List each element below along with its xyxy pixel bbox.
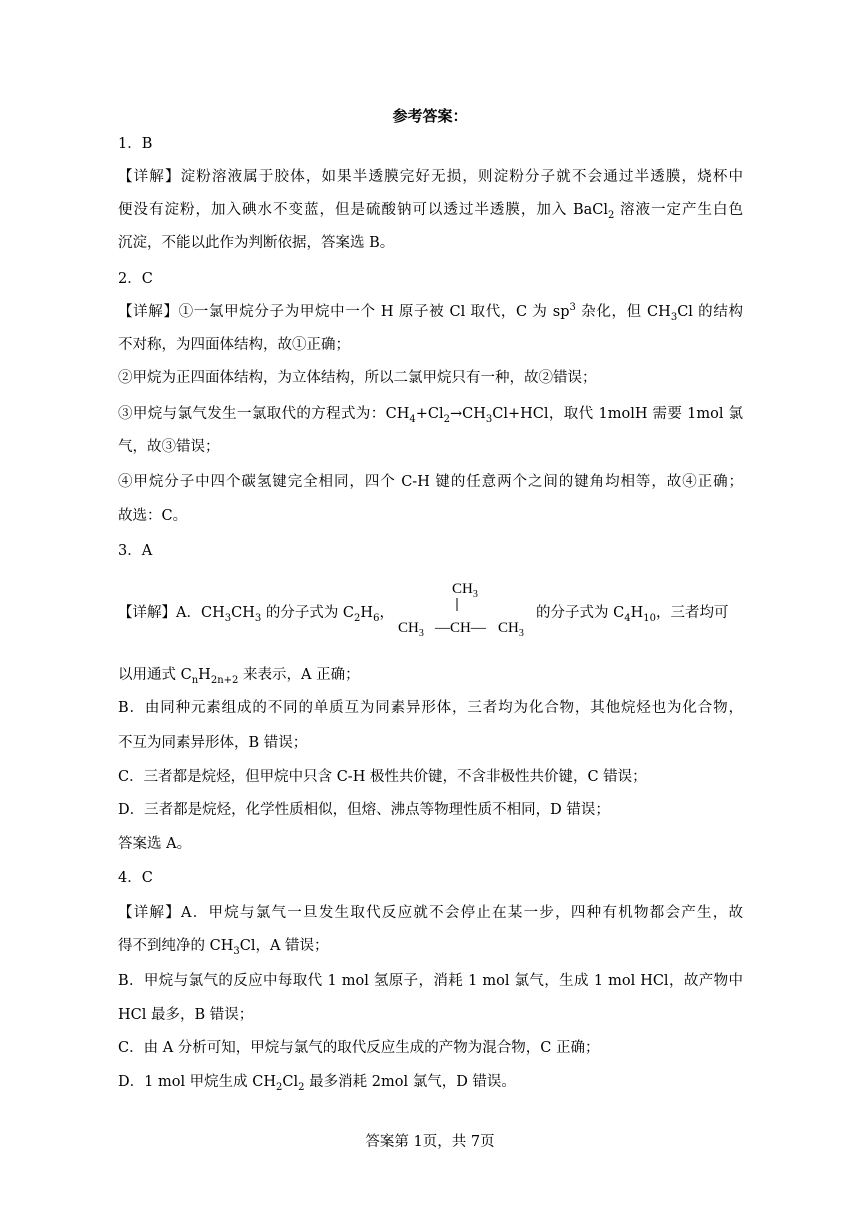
- q3-explain-line-5: C．三者都是烷烃，但甲烷中只含 C-H 极性共价键，不含非极性共价键，C 错误；: [118, 769, 647, 785]
- q2-explain-line-4: ③甲烷与氯气发生一氯取代的方程式为：$CH_4+Cl_2\to CH_3Cl+HCl$，取代 1molH 需要 1mol 氯: [118, 406, 743, 425]
- q1-explain-line-3: 沉淀，不能以此作为判断依据，答案选 B。: [118, 235, 395, 251]
- q2-explain-line-3: ②甲烷为正四面体结构，为立体结构，所以二氯甲烷只有一种，故②错误；: [118, 370, 597, 386]
- q4-explain-line-4: HCl 最多，B 错误；: [118, 1007, 254, 1023]
- mol-middle-ch: —CH—: [435, 620, 486, 636]
- isobutane-structure: [395, 574, 535, 640]
- q2-answer: 2．C: [118, 271, 153, 287]
- mol-bottom-left-ch3: $CH_3$: [398, 620, 424, 639]
- q4-explain-line-3: B．甲烷与氯气的反应中每取代 1 mol 氢原子，消耗 1 mol 氯气，生成 1 mol HCl，故产物中: [118, 973, 743, 989]
- q3-explain-line-2: 以用通式 $C_nH_{2n+2}$ 来表示，A 正确；: [118, 667, 360, 686]
- page-title: 参考答案：: [392, 107, 468, 125]
- q1-answer: 1．B: [118, 136, 153, 152]
- q3-explain-line-1b: 的分子式为 $C_4H_{10}$，三者均可: [536, 605, 729, 624]
- q3-explain-line-1a: 【详解】A．$CH_3CH_3$ 的分子式为 $C_2H_6$，: [118, 605, 394, 624]
- page-footer: 答案第 1页，共 7页: [365, 1134, 495, 1150]
- q2-explain-line-6: ④甲烷分子中四个碳氢键完全相同，四个 C-H 键的任意两个之间的键角均相等，故④正确；: [118, 474, 743, 490]
- q4-explain-line-5: C．由 A 分析可知，甲烷与氯气的取代反应生成的产物为混合物，C 正确；: [118, 1040, 600, 1056]
- mol-top-ch3: $CH_3$: [452, 581, 478, 600]
- q2-explain-line-5: 气，故③错误；: [118, 439, 220, 455]
- q2-explain-line-7: 故选：C。: [118, 508, 188, 524]
- q4-answer: 4．C: [118, 870, 153, 886]
- q4-explain-line-2: 得不到纯净的 $CH_3Cl$，A 错误；: [118, 938, 329, 957]
- q3-explain-line-7: 答案选 A。: [118, 836, 192, 852]
- q3-explain-line-6: D．三者都是烷烃，化学性质相似，但熔、沸点等物理性质不相同，D 错误；: [118, 802, 610, 818]
- q1-explain-line-1: 【详解】淀粉溶液属于胶体，如果半透膜完好无损，则淀粉分子就不会通过半透膜，烧杯中: [118, 169, 743, 185]
- q4-explain-line-6: D．1 mol 甲烷生成 $CH_2Cl_2$ 最多消耗 2mol 氯气，D 错误。: [118, 1074, 516, 1093]
- q3-explain-line-4: 不互为同素异形体，B 错误；: [118, 735, 308, 751]
- q2-explain-line-2: 不对称，为四面体结构，故①正确；: [118, 337, 350, 353]
- q2-explain-line-1: 【详解】①一氯甲烷分子为甲烷中一个 H 原子被 Cl 取代，C 为 $sp^3$ 杂化，但 $CH_3Cl$ 的结构: [118, 302, 743, 323]
- mol-bottom-right-ch3: $CH_3$: [498, 620, 524, 639]
- q4-explain-line-1: 【详解】A．甲烷与氯气一旦发生取代反应就不会停止在某一步，四种有机物都会产生，故: [118, 905, 743, 921]
- q3-explain-line-3: B．由同种元素组成的不同的单质互为同素异形体，三者均为化合物，其他烷烃也为化合物，: [118, 700, 743, 716]
- q1-explain-line-2: 便没有淀粉，加入碘水不变蓝，但是硫酸钠可以透过半透膜，加入 BaCl$_2$ 溶液一定产生白色: [118, 202, 744, 221]
- q3-answer: 3．A: [118, 543, 153, 559]
